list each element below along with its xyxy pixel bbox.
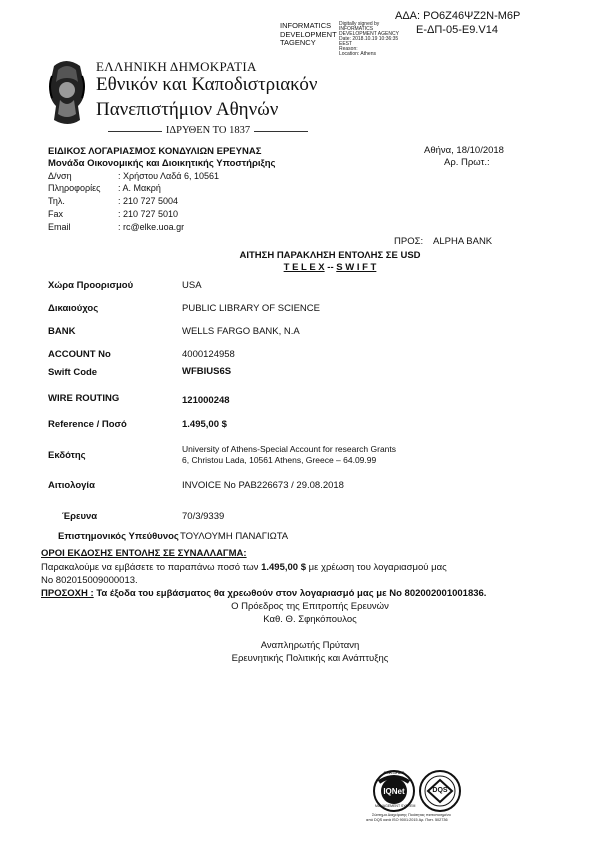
signature-stamp-details — [339, 22, 399, 57]
field-label-beneficiary: Δικαιούχος — [48, 303, 99, 314]
field-value-swift: WFBIUS6S — [182, 366, 232, 377]
terms-heading: ΟΡΟΙ ΕΚΔΟΣΗΣ ΕΝΤΟΛΗΣ ΣΕ ΣΥΝΑΛΛΑΓΜΑ: — [41, 548, 247, 559]
attention-label: ΠΡΟΣΟΧΗ : — [41, 588, 94, 599]
attention-text: Τα έξοδα του εμβάσματος θα χρεωθούν στον λογαριασμό μας με Νο 802002001001836. — [93, 588, 487, 599]
sender-org: ΕΙΔΙΚΟΣ ΛΟΓΑΡΙΑΣΜΟΣ ΚΟΝΔΥΛΙΩΝ ΕΡΕΥΝΑΣ — [48, 146, 262, 157]
terms-instruction — [41, 562, 447, 573]
recipient-label: ΠΡΟΣ: — [394, 236, 424, 247]
stamp-fine-line: Reason: — [339, 46, 358, 52]
field-value-account: 4000124958 — [182, 349, 235, 360]
sender-row-value: : Α. Μακρή — [118, 183, 161, 193]
terms-text: με χρέωση του λογαριασμού μας — [305, 562, 447, 573]
field-label-supervisor: Επιστημονικός Υπεύθυνος — [58, 531, 179, 542]
field-value-routing: 121000248 — [182, 395, 230, 406]
attention-note — [41, 588, 486, 599]
founded-text: ΙΔΡΥΘΕΝ ΤΟ 1837 — [162, 125, 254, 136]
transfer-method — [180, 262, 480, 273]
ada-code: ΑΔΑ: ΡΟ6Ζ46ΨΖ2Ν-Μ6Ρ — [395, 10, 521, 22]
field-value-issuer-line2: 6, Christou Lada, 10561 Athens, Greece – 64.09.99 — [182, 455, 377, 465]
president-name: Καθ. Θ. Σφηκόπουλος — [263, 614, 357, 625]
iqnet-name: IQNet — [383, 787, 405, 796]
president-title: Ο Πρόεδρος της Επιτροπής Ερευνών — [231, 601, 389, 612]
vice-rector-title: Αναπληρωτής Πρύτανη — [260, 640, 360, 651]
field-value-beneficiary: PUBLIC LIBRARY OF SCIENCE — [182, 303, 320, 314]
sender-row-label: Δ/νση — [48, 171, 72, 181]
field-value-issuer-line1: University of Athens-Special Account for research Grants — [182, 444, 397, 454]
founded-line-wrap — [96, 125, 320, 136]
stamp-fine-line: Location: Athens — [339, 51, 376, 57]
field-label-issuer: Εκδότης — [48, 450, 86, 461]
terms-account-number: Νο 802015009000013. — [41, 575, 138, 586]
sender-row-label: Τηλ. — [48, 196, 65, 206]
field-label-reference: Reference / Ποσό — [48, 419, 127, 430]
document-reference: Ε-ΔΠ-05-Ε9.V14 — [416, 24, 498, 36]
field-value-destination: USA — [182, 280, 202, 291]
stamp-line: TAGENCY — [280, 38, 316, 47]
field-label-swift: Swift Code — [48, 367, 98, 378]
stamp-fine-line: INFORMATICS — [339, 26, 374, 32]
field-value-invoice: INVOICE No PAB226673 / 29.08.2018 — [182, 480, 344, 491]
stamp-fine-line: Digitally signed by — [339, 21, 380, 27]
field-value-research-code: 70/3/9339 — [182, 511, 225, 522]
sender-row-value: : Χρήστου Λαδά 6, 10561 — [118, 171, 220, 181]
stamp-fine-line: DEVELOPMENT AGENCY — [339, 31, 399, 37]
field-label-destination: Χώρα Προορισμού — [48, 280, 134, 291]
republic-heading: ΕΛΛΗΝΙΚΗ ΔΗΜΟΚΡΑΤΙΑ — [96, 59, 257, 74]
stamp-fine-line: Date: 2018.10.19 10:36:35 — [339, 36, 399, 42]
stamp-line: DEVELOPMENT — [280, 29, 337, 39]
sender-row-label: Email — [48, 222, 71, 232]
telex-label: T E L E X — [283, 262, 325, 273]
iqnet-bottom-text: MANAGEMENT SYSTEM — [375, 804, 416, 808]
terms-amount: 1.495,00 $ — [261, 562, 306, 573]
field-label-account: ACCOUNT No — [48, 349, 111, 360]
vice-rector-subtitle: Ερευνητικής Πολιτικής και Ανάπτυξης — [231, 653, 389, 664]
sender-unit: Μονάδα Οικονομικής και Διοικητικής Υποστήριξης — [48, 158, 276, 169]
signature-stamp-label — [280, 22, 337, 48]
terms-text: Παρακαλούμε να εμβάσετε το παραπάνω ποσό των — [41, 562, 262, 573]
field-value-bank: WELLS FARGO BANK, N.A — [182, 326, 300, 337]
recipient-bank: ALPHA BANK — [433, 236, 493, 247]
sender-row-label: Fax — [48, 209, 64, 219]
letter-date: Αθήνα, 18/10/2018 — [424, 145, 504, 156]
swift-label: S W I F T — [336, 262, 377, 273]
iqnet-top-text: CERTIFIED — [383, 770, 405, 775]
field-value-supervisor: ΤΟΥΛΟΥΜΗ ΠΑΝΑΓΙΩΤΑ — [180, 531, 289, 542]
field-label-justification: Αιτιολογία — [48, 480, 95, 491]
stamp-fine-line: EEST — [339, 41, 353, 47]
method-separator: -- — [324, 262, 337, 273]
certification-caption-line1: Σύστημα Διαχείρισης Ποιότητας πιστοποιημένο — [372, 813, 451, 817]
field-label-research: Έρευνα — [62, 511, 98, 522]
stamp-line: INFORMATICS — [280, 21, 332, 30]
field-label-routing: WIRE ROUTING — [48, 393, 120, 404]
sender-row-value: : 210 727 5010 — [118, 209, 179, 219]
field-value-amount: 1.495,00 $ — [182, 419, 227, 430]
university-name-line2: Πανεπιστήμιον Αθηνών — [96, 99, 279, 120]
document-title: ΑΙΤΗΣΗ ΠΑΡΑΚΛΗΣΗ ΕΝΤΟΛΗΣ ΣΕ USD — [239, 250, 421, 261]
dqs-name: DQS — [432, 787, 448, 794]
protocol-number: Αρ. Πρωτ.: — [444, 157, 490, 168]
university-emblem-icon — [44, 58, 90, 128]
sender-row-label: Πληροφορίες — [48, 183, 101, 193]
sender-row-value: : rc@elke.uoa.gr — [118, 222, 185, 232]
sender-row-value: : 210 727 5004 — [118, 196, 179, 206]
university-name-line1: Εθνικόν και Καποδιστριακόν — [96, 74, 318, 95]
certification-caption-line2: από DQS κατά ISO 9001:2015 Αρ. Πιστ. 502736 — [366, 818, 448, 822]
field-label-bank: BANK — [48, 326, 76, 337]
